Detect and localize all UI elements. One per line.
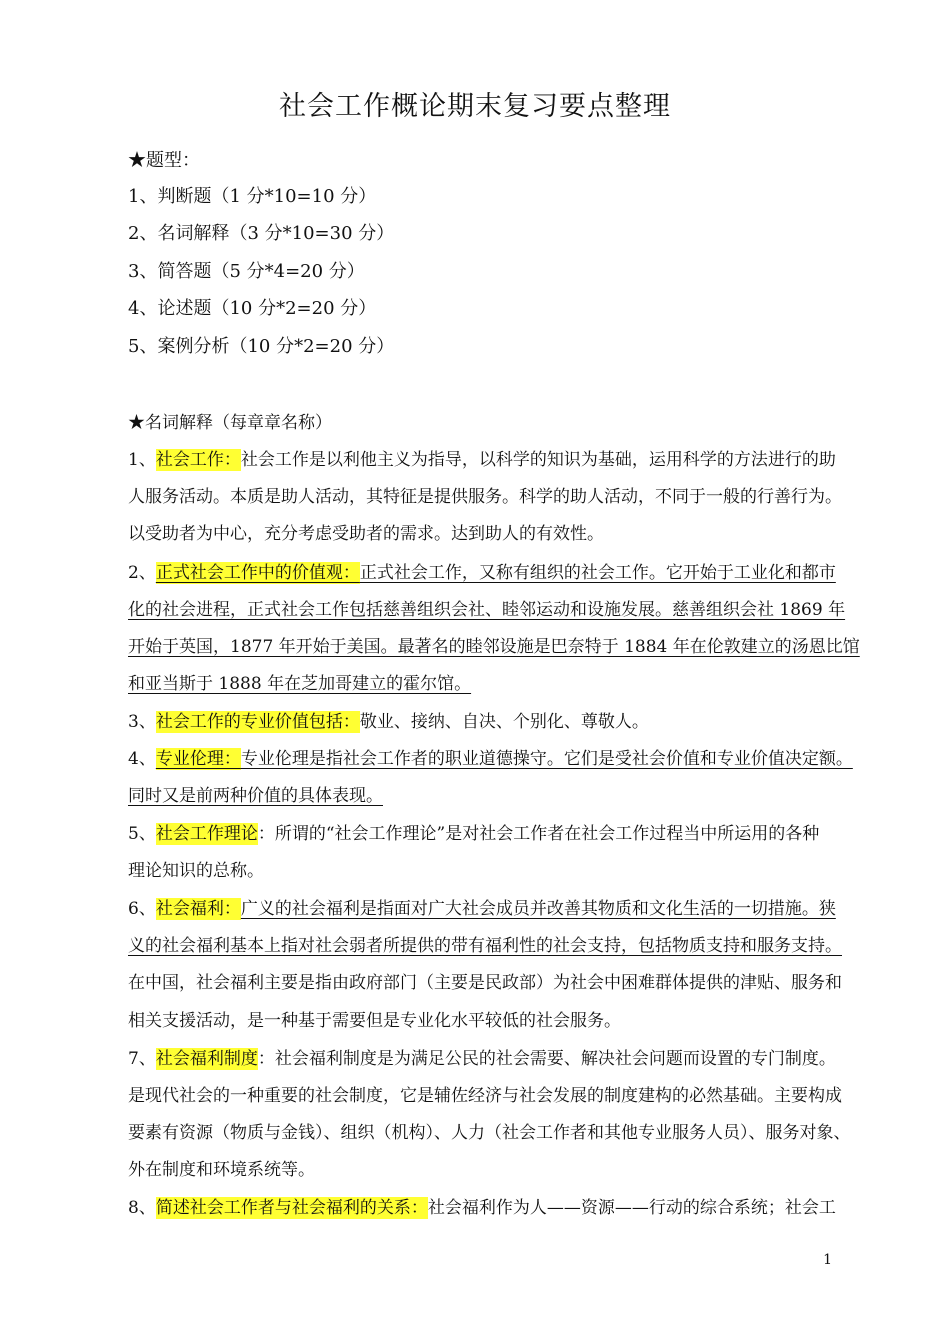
entry-number: 2、 <box>128 563 156 583</box>
paragraph-line: 在中国，社会福利主要是指由政府部门（主要是民政部）为社会中困难群体提供的津贴、服务和 <box>128 973 842 993</box>
term-definition: 社会工作是以利他主义为指导，以科学的知识为基础，运用科学的方法进行的助 <box>240 450 836 470</box>
term-entry-7 <box>128 1044 838 1069</box>
term-highlight: 社会工作理论 <box>155 824 258 844</box>
term-entry-4 <box>128 744 853 769</box>
type-item: 3、简答题（5 分*4=20 分） <box>128 261 365 282</box>
entry-number: 4、 <box>128 749 156 769</box>
term-definition: 社会福利作为人——资源——行动的综合系统；社会工 <box>427 1198 836 1218</box>
entry-number: 5、 <box>128 824 156 844</box>
term-entry-2 <box>128 558 838 583</box>
term-highlight: 社会工作： <box>155 450 241 470</box>
term-definition: 广义的社会福利是指面对广大社会成员并改善其物质和文化生活的一切措施。狭 <box>240 899 836 919</box>
term-highlight: 专业伦理： <box>155 749 241 769</box>
term-definition: ：社会福利制度是为满足公民的社会需要、解决社会问题而设置的专门制度。 <box>257 1049 836 1069</box>
term-entry-3 <box>128 707 838 732</box>
paragraph-line: 化的社会进程，正式社会工作包括慈善组织会社、睦邻运动和设施发展。慈善组织会社 1869 年 <box>128 600 846 620</box>
entry-number: 8、 <box>128 1198 156 1218</box>
terms-heading: ★名词解释（每章章名称） <box>128 413 332 433</box>
paragraph-line: 开始于英国，1877 年开始于美国。最著名的睦邻设施是巴奈特于 1884 年在伦敦建立的汤恩比馆 <box>128 637 860 657</box>
entry-number: 3、 <box>128 712 156 732</box>
term-definition: ：所谓的“社会工作理论”是对社会工作者在社会工作过程当中所运用的各种 <box>257 824 820 844</box>
entry-number: 7、 <box>128 1049 156 1069</box>
type-item: 4、论述题（10 分*2=20 分） <box>128 298 377 319</box>
entry-number: 6、 <box>128 899 156 919</box>
paragraph-line: 人服务活动。本质是助人活动，其特征是提供服务。科学的助人活动，不同于一般的行善行为。 <box>128 487 842 507</box>
term-highlight: 简述社会工作者与社会福利的关系： <box>155 1198 428 1218</box>
paragraph-line: 外在制度和环境系统等。 <box>128 1160 315 1180</box>
page-number: 1 <box>823 1252 832 1268</box>
page-title: 社会工作概论期末复习要点整理 <box>279 91 671 122</box>
paragraph-line: 相关支援活动，是一种基于需要但是专业化水平较低的社会服务。 <box>128 1011 621 1031</box>
paragraph-line: 要素有资源（物质与金钱）、组织（机构）、人力（社会工作者和其他专业服务人员）、服务对象、 <box>128 1123 851 1143</box>
type-item: 2、名词解释（3 分*10=30 分） <box>128 223 395 244</box>
term-highlight: 社会工作的专业价值包括： <box>155 712 360 732</box>
term-entry-8 <box>128 1193 838 1218</box>
type-item: 1、判断题（1 分*10=10 分） <box>128 186 377 207</box>
term-entry-5 <box>128 819 838 844</box>
paragraph-line: 是现代社会的一种重要的社会制度，它是辅佐经济与社会发展的制度建构的必然基础。主要构成 <box>128 1086 842 1106</box>
term-highlight: 社会福利： <box>155 899 241 919</box>
term-highlight: 正式社会工作中的价值观： <box>155 563 360 583</box>
paragraph-line: 理论知识的总称。 <box>128 861 264 881</box>
paragraph-line: 义的社会福利基本上指对社会弱者所提供的带有福利性的社会支持，包括物质支持和服务支持。 <box>128 936 842 956</box>
entry-number: 1、 <box>128 450 156 470</box>
paragraph-line: 以受助者为中心，充分考虑受助者的需求。达到助人的有效性。 <box>128 524 604 544</box>
types-heading: ★题型： <box>128 150 200 171</box>
term-highlight: 社会福利制度 <box>155 1049 258 1069</box>
paragraph-line: 同时又是前两种价值的具体表现。 <box>128 786 383 806</box>
term-definition: 正式社会工作，又称有组织的社会工作。它开始于工业化和都市 <box>359 563 836 583</box>
term-entry-1 <box>128 445 838 470</box>
term-entry-6 <box>128 894 838 919</box>
type-item: 5、案例分析（10 分*2=20 分） <box>128 336 395 357</box>
term-definition: 专业伦理是指社会工作者的职业道德操守。它们是受社会价值和专业价值决定额。 <box>240 749 853 769</box>
term-definition: 敬业、接纳、自决、个别化、尊敬人。 <box>359 712 649 732</box>
paragraph-line: 和亚当斯于 1888 年在芝加哥建立的霍尔馆。 <box>128 674 472 694</box>
